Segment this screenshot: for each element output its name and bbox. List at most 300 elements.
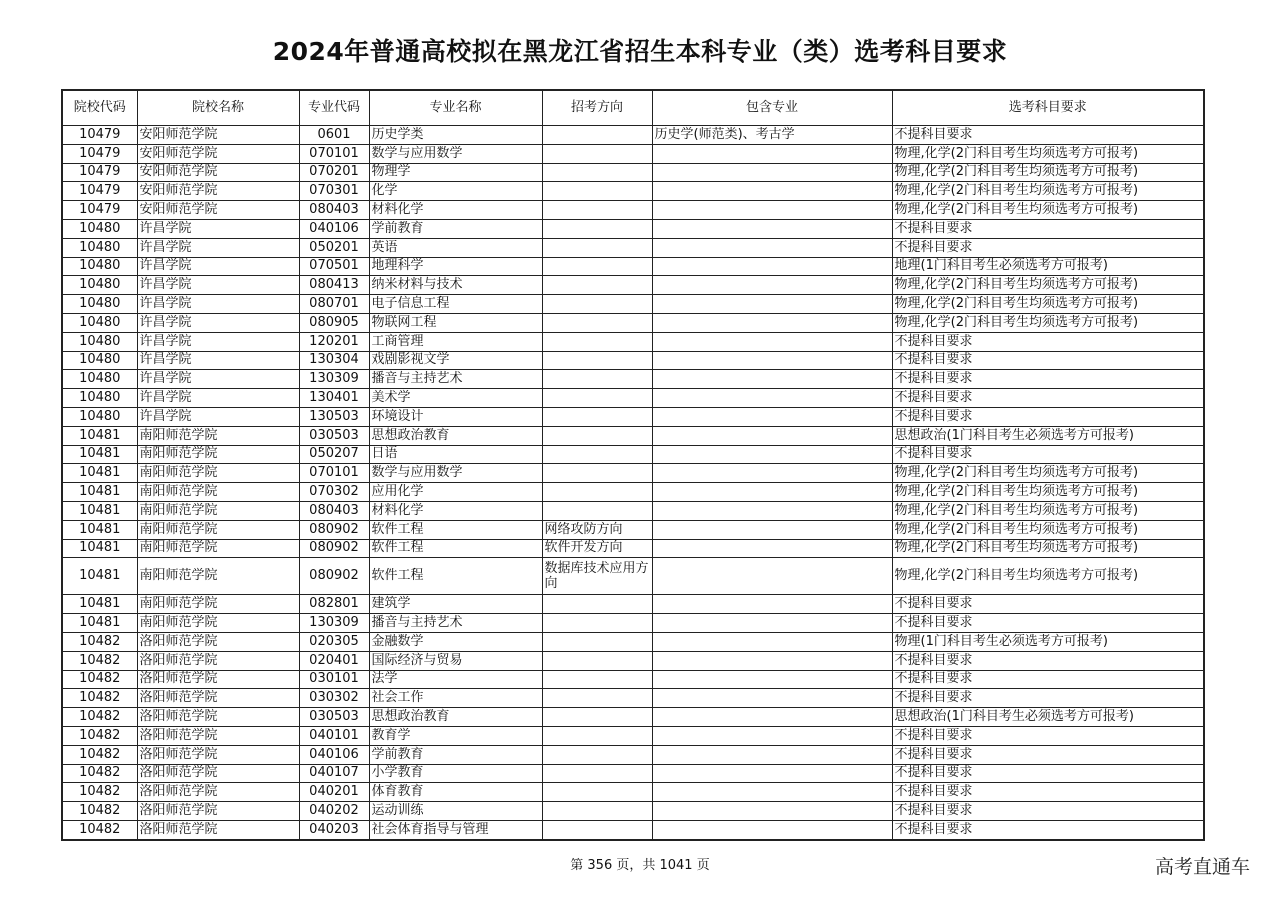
school-code-cell: 10482 [62,820,137,839]
school-code-cell: 10480 [62,389,137,408]
included-majors-cell [652,632,892,651]
major-name-cell: 工商管理 [369,332,542,351]
school-name-cell: 洛阳师范学院 [137,651,299,670]
major-code-cell: 070301 [299,182,369,201]
direction-cell [542,820,652,839]
subject-requirement-cell: 不提科目要求 [892,351,1204,370]
major-code-cell: 030503 [299,708,369,727]
table-row [62,483,1204,502]
col-header-included-majors: 包含专业 [652,90,892,126]
major-code-cell: 050207 [299,445,369,464]
school-name-cell: 许昌学院 [137,370,299,389]
table-row [62,313,1204,332]
direction-cell [542,726,652,745]
subject-requirement-cell: 物理,化学(2门科目考生均须选考方可报考) [892,501,1204,520]
included-majors-cell [652,426,892,445]
included-majors-cell [652,313,892,332]
direction-cell [542,276,652,295]
direction-cell [542,351,652,370]
included-majors-cell [652,501,892,520]
included-majors-cell [652,370,892,389]
major-code-cell: 080902 [299,520,369,539]
major-name-cell: 播音与主持艺术 [369,370,542,389]
major-name-cell: 法学 [369,670,542,689]
included-majors-cell [652,219,892,238]
major-code-cell: 080701 [299,295,369,314]
major-name-cell: 学前教育 [369,219,542,238]
major-code-cell: 130401 [299,389,369,408]
major-code-cell: 082801 [299,595,369,614]
school-name-cell: 南阳师范学院 [137,501,299,520]
col-header-school-code: 院校代码 [62,90,137,126]
major-name-cell: 社会工作 [369,689,542,708]
school-code-cell: 10480 [62,313,137,332]
school-name-cell: 许昌学院 [137,295,299,314]
major-code-cell: 020305 [299,632,369,651]
school-name-cell: 南阳师范学院 [137,558,299,595]
table-row [62,670,1204,689]
school-code-cell: 10480 [62,219,137,238]
included-majors-cell [652,295,892,314]
school-name-cell: 洛阳师范学院 [137,764,299,783]
major-name-cell: 地理科学 [369,257,542,276]
subject-requirement-cell: 不提科目要求 [892,783,1204,802]
major-name-cell: 物联网工程 [369,313,542,332]
school-code-cell: 10481 [62,483,137,502]
subject-requirement-cell: 物理,化学(2门科目考生均须选考方可报考) [892,558,1204,595]
direction-cell [542,764,652,783]
major-code-cell: 080905 [299,313,369,332]
direction-cell [542,651,652,670]
brand-label: 高考直通车 [1154,856,1250,878]
included-majors-cell [652,407,892,426]
major-code-cell: 120201 [299,332,369,351]
table-row [62,370,1204,389]
school-code-cell: 10481 [62,520,137,539]
subject-requirement-cell: 不提科目要求 [892,802,1204,821]
major-name-cell: 运动训练 [369,802,542,821]
major-name-cell: 教育学 [369,726,542,745]
included-majors-cell [652,144,892,163]
school-code-cell: 10481 [62,614,137,633]
school-name-cell: 许昌学院 [137,257,299,276]
school-name-cell: 许昌学院 [137,276,299,295]
school-name-cell: 南阳师范学院 [137,520,299,539]
major-name-cell: 软件工程 [369,520,542,539]
school-name-cell: 洛阳师范学院 [137,670,299,689]
table-row [62,219,1204,238]
major-name-cell: 社会体育指导与管理 [369,820,542,839]
school-name-cell: 洛阳师范学院 [137,820,299,839]
direction-cell [542,201,652,220]
school-code-cell: 10479 [62,126,137,145]
subject-requirement-cell: 思想政治(1门科目考生必须选考方可报考) [892,426,1204,445]
major-name-cell: 软件工程 [369,539,542,558]
school-code-cell: 10479 [62,163,137,182]
table-row [62,351,1204,370]
direction-cell [542,745,652,764]
direction-cell [542,313,652,332]
subject-requirement-cell: 不提科目要求 [892,370,1204,389]
direction-cell [542,370,652,389]
table-row [62,820,1204,839]
major-name-cell: 思想政治教育 [369,426,542,445]
direction-cell [542,257,652,276]
subject-requirement-cell: 物理,化学(2门科目考生均须选考方可报考) [892,276,1204,295]
major-code-cell: 030101 [299,670,369,689]
school-name-cell: 洛阳师范学院 [137,745,299,764]
direction-cell [542,632,652,651]
major-name-cell: 数学与应用数学 [369,144,542,163]
school-name-cell: 安阳师范学院 [137,163,299,182]
direction-cell [542,389,652,408]
direction-cell [542,426,652,445]
direction-cell [542,501,652,520]
direction-cell [542,614,652,633]
included-majors-cell [652,783,892,802]
school-code-cell: 10480 [62,295,137,314]
table-row [62,745,1204,764]
subject-requirement-cell: 物理,化学(2门科目考生均须选考方可报考) [892,539,1204,558]
direction-cell [542,238,652,257]
table-row [62,238,1204,257]
major-code-cell: 040107 [299,764,369,783]
major-name-cell: 化学 [369,182,542,201]
major-name-cell: 国际经济与贸易 [369,651,542,670]
school-name-cell: 洛阳师范学院 [137,726,299,745]
col-header-school-name: 院校名称 [137,90,299,126]
major-code-cell: 050201 [299,238,369,257]
school-name-cell: 洛阳师范学院 [137,802,299,821]
school-name-cell: 许昌学院 [137,351,299,370]
included-majors-cell [652,595,892,614]
table-row [62,783,1204,802]
included-majors-cell [652,163,892,182]
included-majors-cell [652,670,892,689]
school-name-cell: 安阳师范学院 [137,201,299,220]
subject-requirement-cell: 物理,化学(2门科目考生均须选考方可报考) [892,163,1204,182]
school-name-cell: 南阳师范学院 [137,483,299,502]
subject-requirement-cell: 物理,化学(2门科目考生均须选考方可报考) [892,313,1204,332]
included-majors-cell [652,389,892,408]
school-code-cell: 10480 [62,370,137,389]
major-name-cell: 材料化学 [369,501,542,520]
subject-requirement-cell: 不提科目要求 [892,820,1204,839]
included-majors-cell [652,464,892,483]
table-row [62,689,1204,708]
table-row [62,632,1204,651]
subject-requirement-cell: 不提科目要求 [892,595,1204,614]
major-code-cell: 070201 [299,163,369,182]
direction-cell [542,464,652,483]
table-row [62,558,1204,595]
major-name-cell: 材料化学 [369,201,542,220]
school-code-cell: 10480 [62,332,137,351]
subject-requirement-cell: 不提科目要求 [892,219,1204,238]
major-name-cell: 软件工程 [369,558,542,595]
school-name-cell: 许昌学院 [137,238,299,257]
major-code-cell: 080403 [299,501,369,520]
school-name-cell: 许昌学院 [137,407,299,426]
table-row [62,595,1204,614]
direction-cell [542,670,652,689]
col-header-major-code: 专业代码 [299,90,369,126]
major-code-cell: 030302 [299,689,369,708]
school-name-cell: 南阳师范学院 [137,614,299,633]
table-row [62,539,1204,558]
table-row [62,407,1204,426]
major-code-cell: 070302 [299,483,369,502]
major-name-cell: 思想政治教育 [369,708,542,727]
subject-requirement-cell: 不提科目要求 [892,745,1204,764]
major-code-cell: 030503 [299,426,369,445]
subject-requirement-cell: 不提科目要求 [892,670,1204,689]
major-code-cell: 080413 [299,276,369,295]
included-majors-cell [652,614,892,633]
major-name-cell: 播音与主持艺术 [369,614,542,633]
subject-requirement-cell: 不提科目要求 [892,726,1204,745]
direction-cell [542,163,652,182]
school-code-cell: 10480 [62,257,137,276]
school-name-cell: 安阳师范学院 [137,126,299,145]
school-code-cell: 10481 [62,558,137,595]
major-name-cell: 日语 [369,445,542,464]
subject-requirement-cell: 不提科目要求 [892,614,1204,633]
school-code-cell: 10480 [62,238,137,257]
direction-cell [542,689,652,708]
col-header-direction: 招考方向 [542,90,652,126]
school-code-cell: 10482 [62,764,137,783]
table-row [62,295,1204,314]
school-code-cell: 10479 [62,201,137,220]
school-name-cell: 许昌学院 [137,219,299,238]
direction-cell: 软件开发方向 [542,539,652,558]
table-body [62,126,1204,840]
included-majors-cell [652,238,892,257]
major-code-cell: 130304 [299,351,369,370]
direction-cell [542,407,652,426]
included-majors-cell [652,351,892,370]
major-code-cell: 070501 [299,257,369,276]
subject-requirement-cell: 物理(1门科目考生必须选考方可报考) [892,632,1204,651]
table-row [62,464,1204,483]
major-code-cell: 070101 [299,464,369,483]
major-name-cell: 纳米材料与技术 [369,276,542,295]
direction-cell [542,295,652,314]
requirements-table [61,89,1205,841]
table-row [62,764,1204,783]
direction-cell [542,219,652,238]
direction-cell [542,708,652,727]
col-header-major-name: 专业名称 [369,90,542,126]
school-name-cell: 安阳师范学院 [137,144,299,163]
major-name-cell: 小学教育 [369,764,542,783]
school-name-cell: 南阳师范学院 [137,464,299,483]
major-code-cell: 040202 [299,802,369,821]
subject-requirement-cell: 物理,化学(2门科目考生均须选考方可报考) [892,483,1204,502]
school-code-cell: 10479 [62,144,137,163]
major-name-cell: 历史学类 [369,126,542,145]
school-code-cell: 10482 [62,689,137,708]
included-majors-cell [652,689,892,708]
subject-requirement-cell: 地理(1门科目考生必须选考方可报考) [892,257,1204,276]
school-code-cell: 10482 [62,726,137,745]
school-name-cell: 洛阳师范学院 [137,708,299,727]
document-title: 2024年普通高校拟在黑龙江省招生本科专业（类）选考科目要求 [272,37,1008,66]
major-code-cell: 080902 [299,558,369,595]
table-row [62,651,1204,670]
school-code-cell: 10481 [62,539,137,558]
major-name-cell: 物理学 [369,163,542,182]
subject-requirement-cell: 不提科目要求 [892,407,1204,426]
direction-cell [542,144,652,163]
table-row [62,501,1204,520]
direction-cell [542,595,652,614]
included-majors-cell [652,201,892,220]
school-name-cell: 洛阳师范学院 [137,689,299,708]
major-name-cell: 建筑学 [369,595,542,614]
major-code-cell: 020401 [299,651,369,670]
major-name-cell: 电子信息工程 [369,295,542,314]
major-code-cell: 040106 [299,219,369,238]
subject-requirement-cell: 不提科目要求 [892,651,1204,670]
school-name-cell: 南阳师范学院 [137,426,299,445]
school-name-cell: 许昌学院 [137,389,299,408]
included-majors-cell [652,820,892,839]
included-majors-cell [652,276,892,295]
included-majors-cell [652,708,892,727]
major-name-cell: 应用化学 [369,483,542,502]
table-row [62,802,1204,821]
major-code-cell: 070101 [299,144,369,163]
table-row [62,445,1204,464]
school-code-cell: 10479 [62,182,137,201]
school-code-cell: 10480 [62,351,137,370]
table-row [62,163,1204,182]
subject-requirement-cell: 不提科目要求 [892,764,1204,783]
school-code-cell: 10480 [62,407,137,426]
subject-requirement-cell: 思想政治(1门科目考生必须选考方可报考) [892,708,1204,727]
school-code-cell: 10481 [62,464,137,483]
included-majors-cell [652,802,892,821]
school-name-cell: 许昌学院 [137,332,299,351]
table-row [62,426,1204,445]
subject-requirement-cell: 物理,化学(2门科目考生均须选考方可报考) [892,182,1204,201]
subject-requirement-cell: 不提科目要求 [892,238,1204,257]
school-code-cell: 10481 [62,595,137,614]
included-majors-cell: 历史学(师范类)、考古学 [652,126,892,145]
major-name-cell: 体育教育 [369,783,542,802]
subject-requirement-cell: 不提科目要求 [892,445,1204,464]
page-number: 第 356 页，共 1041 页 [570,858,710,873]
included-majors-cell [652,520,892,539]
table-row [62,389,1204,408]
table-row [62,182,1204,201]
included-majors-cell [652,332,892,351]
table-header-row [62,90,1204,126]
table-row [62,708,1204,727]
school-name-cell: 安阳师范学院 [137,182,299,201]
major-code-cell: 040201 [299,783,369,802]
major-name-cell: 英语 [369,238,542,257]
subject-requirement-cell: 不提科目要求 [892,126,1204,145]
major-code-cell: 130503 [299,407,369,426]
subject-requirement-cell: 物理,化学(2门科目考生均须选考方可报考) [892,520,1204,539]
table-row [62,726,1204,745]
direction-cell [542,483,652,502]
school-name-cell: 南阳师范学院 [137,445,299,464]
included-majors-cell [652,539,892,558]
included-majors-cell [652,745,892,764]
included-majors-cell [652,558,892,595]
subject-requirement-cell: 不提科目要求 [892,332,1204,351]
school-name-cell: 洛阳师范学院 [137,632,299,651]
school-name-cell: 南阳师范学院 [137,595,299,614]
direction-cell [542,182,652,201]
school-code-cell: 10481 [62,445,137,464]
school-name-cell: 许昌学院 [137,313,299,332]
school-name-cell: 洛阳师范学院 [137,783,299,802]
included-majors-cell [652,726,892,745]
subject-requirement-cell: 物理,化学(2门科目考生均须选考方可报考) [892,144,1204,163]
major-code-cell: 040101 [299,726,369,745]
major-code-cell: 040203 [299,820,369,839]
subject-requirement-cell: 不提科目要求 [892,689,1204,708]
direction-cell [542,802,652,821]
school-code-cell: 10482 [62,651,137,670]
included-majors-cell [652,764,892,783]
major-code-cell: 080902 [299,539,369,558]
major-name-cell: 金融数学 [369,632,542,651]
major-name-cell: 美术学 [369,389,542,408]
direction-cell [542,783,652,802]
major-name-cell: 戏剧影视文学 [369,351,542,370]
school-code-cell: 10481 [62,501,137,520]
school-code-cell: 10482 [62,802,137,821]
included-majors-cell [652,445,892,464]
table-row [62,332,1204,351]
direction-cell [542,445,652,464]
major-code-cell: 130309 [299,370,369,389]
major-name-cell: 数学与应用数学 [369,464,542,483]
school-code-cell: 10482 [62,745,137,764]
major-name-cell: 环境设计 [369,407,542,426]
major-code-cell: 130309 [299,614,369,633]
school-code-cell: 10481 [62,426,137,445]
table-row [62,276,1204,295]
included-majors-cell [652,651,892,670]
table-row [62,257,1204,276]
major-code-cell: 040106 [299,745,369,764]
direction-cell: 数据库技术应用方向 [542,558,652,595]
included-majors-cell [652,483,892,502]
school-code-cell: 10482 [62,783,137,802]
direction-cell [542,126,652,145]
subject-requirement-cell: 物理,化学(2门科目考生均须选考方可报考) [892,201,1204,220]
included-majors-cell [652,182,892,201]
table-row [62,520,1204,539]
major-name-cell: 学前教育 [369,745,542,764]
direction-cell: 网络攻防方向 [542,520,652,539]
school-code-cell: 10482 [62,632,137,651]
table-row [62,614,1204,633]
subject-requirement-cell: 不提科目要求 [892,389,1204,408]
subject-requirement-cell: 物理,化学(2门科目考生均须选考方可报考) [892,295,1204,314]
table-row [62,201,1204,220]
included-majors-cell [652,257,892,276]
subject-requirement-cell: 物理,化学(2门科目考生均须选考方可报考) [892,464,1204,483]
col-header-subject-requirements: 选考科目要求 [892,90,1204,126]
